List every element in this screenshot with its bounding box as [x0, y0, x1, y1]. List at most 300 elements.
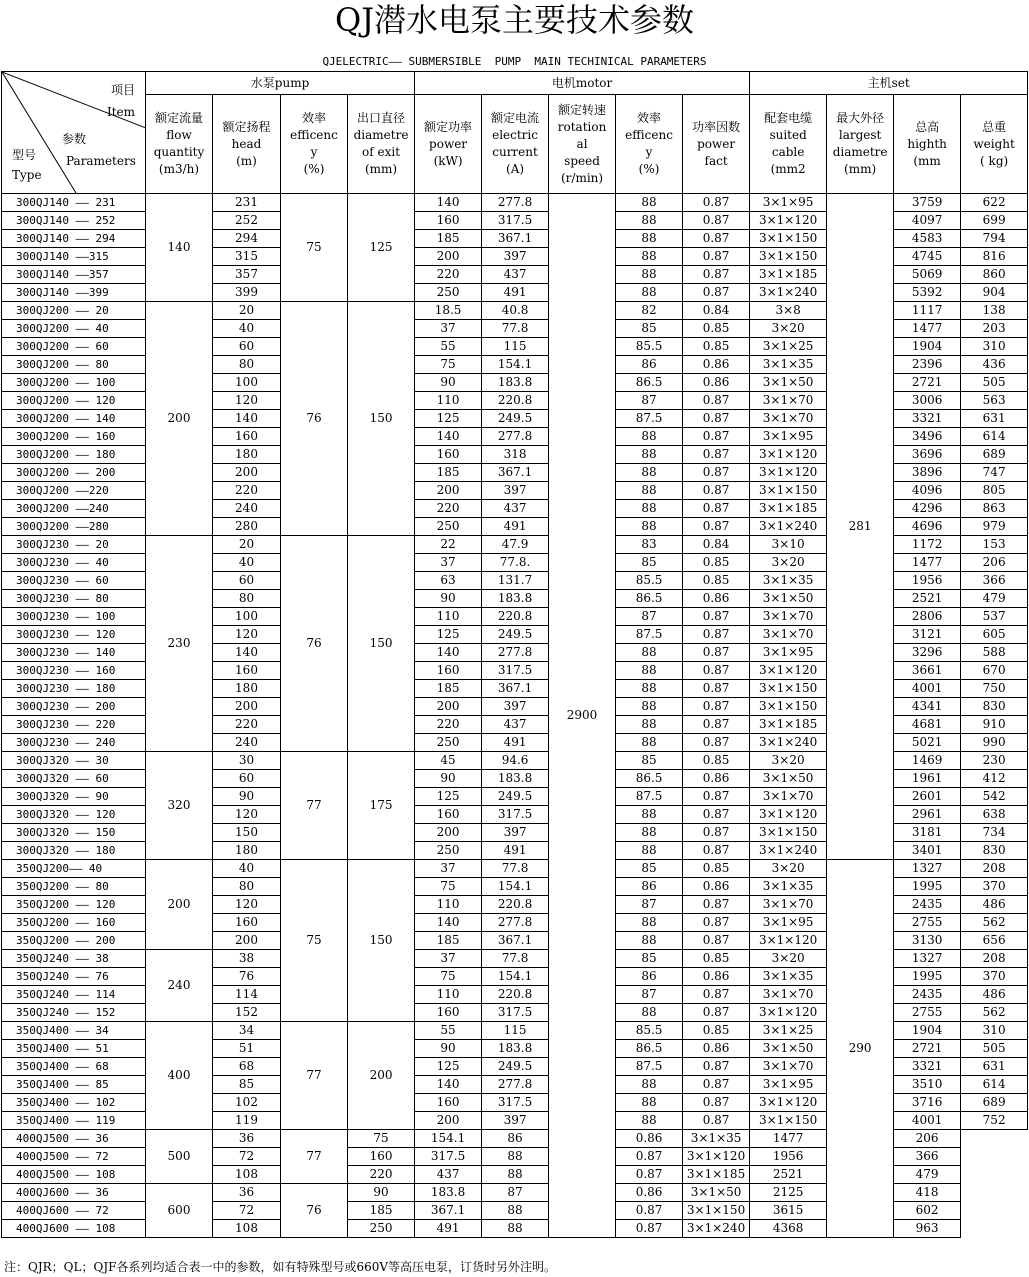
cell-power-factor: 0.87: [683, 680, 750, 698]
cell-weight: 689: [961, 446, 1028, 464]
cell-head: 180: [213, 446, 281, 464]
cell-motor-eff: 86.5: [616, 770, 683, 788]
cell-head: 72: [213, 1148, 281, 1166]
header-corner-cell: [2, 72, 146, 194]
cell-head: 120: [213, 806, 281, 824]
cell-current: 317.5: [482, 806, 549, 824]
cell-power: 75: [348, 1130, 415, 1148]
cell-motor-eff: 88: [616, 1094, 683, 1112]
cell-current: 491: [482, 734, 549, 752]
cell-motor-eff: 87: [616, 896, 683, 914]
cell-head: 40: [213, 320, 281, 338]
cell-height: 2721: [894, 1040, 961, 1058]
cell-model: 300QJ200 –– 100: [2, 374, 146, 392]
cell-power-factor: 0.85: [683, 1022, 750, 1040]
cell-height: 3401: [894, 842, 961, 860]
cell-power: 37: [415, 860, 482, 878]
cell-head: 120: [213, 896, 281, 914]
cell-weight: 230: [961, 752, 1028, 770]
cell-cable: 3×1×120: [750, 1094, 827, 1112]
cell-cable: 3×1×120: [750, 1004, 827, 1022]
cell-cable: 3×1×35: [750, 356, 827, 374]
cell-current: 249.5: [482, 1058, 549, 1076]
header-param-cn: 参数: [62, 132, 87, 146]
cell-model: 300QJ140 –– 252: [2, 212, 146, 230]
cell-power: 75: [415, 356, 482, 374]
cell-weight: 830: [961, 698, 1028, 716]
cell-motor-eff: 85: [616, 554, 683, 572]
header-col-speed: 额定转速 rotation al speed (r/min): [549, 95, 616, 194]
cell-model: 400QJ500 –– 72: [2, 1148, 146, 1166]
cell-model: 350QJ400 –– 51: [2, 1040, 146, 1058]
cell-current: 317.5: [482, 1094, 549, 1112]
cell-power-factor: 0.85: [683, 950, 750, 968]
cell-model: 350QJ200 –– 200: [2, 932, 146, 950]
cell-power: 75: [415, 968, 482, 986]
cell-head: 231: [213, 194, 281, 212]
cell-model: 300QJ140 –– 294: [2, 230, 146, 248]
cell-current: 249.5: [482, 626, 549, 644]
cell-weight: 752: [961, 1112, 1028, 1130]
cell-weight: 670: [961, 662, 1028, 680]
cell-power-factor: 0.87: [683, 1058, 750, 1076]
cell-current: 397: [482, 248, 549, 266]
cell-model: 400QJ600 –– 36: [2, 1184, 146, 1202]
cell-current: 277.8: [482, 644, 549, 662]
cell-weight: 486: [961, 986, 1028, 1004]
cell-power-factor: 0.87: [683, 1094, 750, 1112]
cell-motor-eff: 87: [482, 1184, 549, 1202]
cell-motor-eff: 88: [482, 1148, 549, 1166]
cell-power: 140: [415, 428, 482, 446]
cell-cable: 3×1×70: [750, 986, 827, 1004]
cell-current: 317.5: [415, 1148, 482, 1166]
cell-head: 20: [213, 302, 281, 320]
header-group-row: [2, 72, 1028, 95]
cell-weight: 153: [961, 536, 1028, 554]
cell-current: 249.5: [482, 410, 549, 428]
cell-power: 125: [415, 410, 482, 428]
cell-current: 437: [482, 716, 549, 734]
cell-weight: 537: [961, 608, 1028, 626]
cell-motor-eff: 88: [616, 698, 683, 716]
cell-weight: 505: [961, 1040, 1028, 1058]
cell-power: 140: [415, 644, 482, 662]
cell-cable: 3×1×150: [750, 1112, 827, 1130]
pump-parameters-table: [1, 71, 1028, 1238]
cell-height: 4681: [894, 716, 961, 734]
cell-head: 38: [213, 950, 281, 968]
cell-current: 77.8.: [482, 554, 549, 572]
cell-power-factor: 0.87: [683, 248, 750, 266]
cell-motor-eff: 87.5: [616, 410, 683, 428]
cell-motor-eff: 88: [616, 284, 683, 302]
cell-current: 367.1: [482, 932, 549, 950]
cell-height: 4583: [894, 230, 961, 248]
cell-motor-eff: 88: [616, 932, 683, 950]
cell-cable: 3×1×95: [750, 914, 827, 932]
cell-height: 4097: [894, 212, 961, 230]
cell-height: 2601: [894, 788, 961, 806]
cell-current: 220.8: [482, 392, 549, 410]
cell-current: 437: [415, 1166, 482, 1184]
cell-cable: 3×1×150: [750, 824, 827, 842]
cell-power: 125: [415, 788, 482, 806]
cell-power-factor: 0.87: [683, 914, 750, 932]
cell-head: 220: [213, 716, 281, 734]
cell-power: 90: [415, 590, 482, 608]
cell-motor-eff: 88: [482, 1220, 549, 1238]
cell-height: 3896: [894, 464, 961, 482]
cell-power: 250: [415, 518, 482, 536]
cell-current: 154.1: [482, 968, 549, 986]
cell-model: 300QJ320 –– 120: [2, 806, 146, 824]
header-param-en: Parameters: [66, 154, 136, 168]
cell-current: 183.8: [482, 770, 549, 788]
cell-power: 110: [415, 986, 482, 1004]
cell-model: 350QJ240 –– 152: [2, 1004, 146, 1022]
cell-height: 3496: [894, 428, 961, 446]
cell-current: 437: [482, 266, 549, 284]
cell-power-factor: 0.87: [683, 410, 750, 428]
cell-motor-eff: 88: [616, 482, 683, 500]
cell-power-factor: 0.86: [683, 1040, 750, 1058]
cell-motor-eff: 85: [616, 950, 683, 968]
cell-head: 76: [213, 968, 281, 986]
cell-model: 300QJ230 –– 180: [2, 680, 146, 698]
cell-motor-eff: 85.5: [616, 338, 683, 356]
cell-weight: 805: [961, 482, 1028, 500]
cell-model: 300QJ230 –– 160: [2, 662, 146, 680]
cell-weight: 631: [961, 1058, 1028, 1076]
cell-motor-eff: 85.5: [616, 572, 683, 590]
cell-cable: 3×1×70: [750, 1058, 827, 1076]
cell-current: 367.1: [482, 230, 549, 248]
cell-power: 37: [415, 950, 482, 968]
cell-power: 125: [415, 1058, 482, 1076]
cell-power-factor: 0.87: [683, 392, 750, 410]
cell-cable: 3×10: [750, 536, 827, 554]
cell-weight: 479: [961, 590, 1028, 608]
cell-power-factor: 0.87: [683, 1112, 750, 1130]
cell-weight: 699: [961, 212, 1028, 230]
cell-cable: 3×1×150: [683, 1202, 750, 1220]
cell-cable: 3×8: [750, 302, 827, 320]
cell-power: 220: [415, 266, 482, 284]
cell-height: 2435: [894, 986, 961, 1004]
cell-model: 400QJ500 –– 108: [2, 1166, 146, 1184]
cell-height: 1961: [894, 770, 961, 788]
cell-weight: 505: [961, 374, 1028, 392]
cell-weight: 734: [961, 824, 1028, 842]
cell-power: 200: [415, 1112, 482, 1130]
cell-power: 160: [415, 446, 482, 464]
cell-weight: 794: [961, 230, 1028, 248]
cell-motor-eff: 88: [616, 1076, 683, 1094]
cell-model: 350QJ400 –– 34: [2, 1022, 146, 1040]
cell-cable: 3×1×70: [750, 392, 827, 410]
table-row: [2, 860, 1028, 878]
cell-power-factor: 0.87: [683, 608, 750, 626]
cell-height: 4001: [894, 680, 961, 698]
cell-power-factor: 0.86: [683, 590, 750, 608]
cell-weight: 750: [961, 680, 1028, 698]
cell-motor-eff: 88: [616, 824, 683, 842]
cell-exit: 150: [348, 536, 415, 752]
cell-model: 300QJ320 –– 90: [2, 788, 146, 806]
cell-motor-eff: 88: [616, 518, 683, 536]
cell-motor-eff: 86: [616, 968, 683, 986]
cell-weight: 436: [961, 356, 1028, 374]
cell-power-factor: 0.87: [683, 1076, 750, 1094]
cell-motor-eff: 88: [616, 428, 683, 446]
cell-motor-eff: 85.5: [616, 1022, 683, 1040]
cell-cable: 3×1×35: [683, 1130, 750, 1148]
cell-pump-eff: 76: [281, 302, 348, 536]
cell-model: 350QJ200 –– 120: [2, 896, 146, 914]
cell-cable: 3×1×150: [750, 482, 827, 500]
cell-head: 60: [213, 572, 281, 590]
cell-cable: 3×1×185: [750, 500, 827, 518]
cell-height: 1995: [894, 878, 961, 896]
cell-weight: 562: [961, 1004, 1028, 1022]
cell-model: 300QJ320 –– 150: [2, 824, 146, 842]
cell-power-factor: 0.87: [683, 932, 750, 950]
cell-current: 115: [482, 338, 549, 356]
cell-head: 40: [213, 860, 281, 878]
cell-model: 300QJ230 –– 40: [2, 554, 146, 572]
cell-head: 240: [213, 500, 281, 518]
cell-height: 2755: [894, 1004, 961, 1022]
cell-power-factor: 0.87: [683, 446, 750, 464]
cell-head: 51: [213, 1040, 281, 1058]
cell-power-factor: 0.87: [683, 284, 750, 302]
cell-model: 300QJ230 –– 140: [2, 644, 146, 662]
cell-flow: 230: [146, 536, 213, 752]
cell-head: 240: [213, 734, 281, 752]
header-col-power: 额定功率 power (kW): [415, 95, 482, 194]
cell-current: 77.8: [482, 320, 549, 338]
cell-head: 200: [213, 932, 281, 950]
cell-exit: 175: [348, 752, 415, 860]
cell-cable: 3×1×70: [750, 410, 827, 428]
cell-power-factor: 0.85: [683, 572, 750, 590]
cell-cable: 3×20: [750, 554, 827, 572]
cell-cable: 3×1×95: [750, 194, 827, 212]
header-col-pf: 功率因数 power fact: [683, 95, 750, 194]
cell-current: 317.5: [482, 212, 549, 230]
cell-model: 300QJ200 ––240: [2, 500, 146, 518]
table-row: [2, 194, 1028, 212]
cell-height: 2521: [894, 590, 961, 608]
cell-pump-eff: 77: [281, 1130, 348, 1184]
cell-largest-diameter: 290: [827, 860, 894, 1238]
cell-motor-eff: 87: [616, 986, 683, 1004]
cell-head: 60: [213, 338, 281, 356]
cell-cable: 3×1×120: [750, 806, 827, 824]
cell-motor-eff: 83: [616, 536, 683, 554]
cell-power: 160: [415, 1094, 482, 1112]
cell-weight: 366: [961, 572, 1028, 590]
cell-speed: 2900: [549, 194, 616, 1238]
cell-flow: 140: [146, 194, 213, 302]
cell-motor-eff: 86.5: [616, 374, 683, 392]
cell-power-factor: 0.87: [683, 1004, 750, 1022]
cell-motor-eff: 88: [616, 446, 683, 464]
cell-power: 220: [415, 716, 482, 734]
cell-model: 300QJ320 –– 180: [2, 842, 146, 860]
cell-power-factor: 0.87: [683, 626, 750, 644]
cell-current: 397: [482, 482, 549, 500]
cell-power: 185: [415, 230, 482, 248]
header-col-head: 额定扬程 head (m): [213, 95, 281, 194]
cell-cable: 3×1×120: [750, 662, 827, 680]
cell-motor-eff: 86: [616, 356, 683, 374]
cell-head: 160: [213, 428, 281, 446]
cell-current: 491: [482, 518, 549, 536]
cell-pump-eff: 76: [281, 1184, 348, 1238]
cell-cable: 3×1×70: [750, 626, 827, 644]
cell-model: 300QJ200 –– 140: [2, 410, 146, 428]
cell-height: 2396: [894, 356, 961, 374]
cell-head: 80: [213, 356, 281, 374]
page-title: QJ潜水电泵主要技术参数: [334, 1, 695, 39]
cell-motor-eff: 85: [616, 320, 683, 338]
cell-power: 250: [415, 842, 482, 860]
cell-pump-eff: 76: [281, 536, 348, 752]
cell-cable: 3×1×240: [683, 1220, 750, 1238]
cell-motor-eff: 82: [616, 302, 683, 320]
cell-current: 220.8: [482, 608, 549, 626]
cell-model: 300QJ230 –– 60: [2, 572, 146, 590]
cell-head: 60: [213, 770, 281, 788]
cell-height: 4296: [894, 500, 961, 518]
cell-height: 1956: [894, 572, 961, 590]
cell-weight: 638: [961, 806, 1028, 824]
cell-power-factor: 0.85: [683, 752, 750, 770]
cell-power-factor: 0.86: [683, 770, 750, 788]
cell-current: 115: [482, 1022, 549, 1040]
cell-power-factor: 0.87: [683, 464, 750, 482]
cell-model: 300QJ230 –– 80: [2, 590, 146, 608]
cell-power-factor: 0.87: [683, 662, 750, 680]
cell-cable: 3×20: [750, 320, 827, 338]
cell-power-factor: 0.86: [683, 968, 750, 986]
cell-motor-eff: 88: [616, 248, 683, 266]
cell-current: 220.8: [482, 896, 549, 914]
cell-height: 1995: [894, 968, 961, 986]
cell-power: 55: [415, 338, 482, 356]
cell-motor-eff: 88: [616, 1112, 683, 1130]
cell-current: 491: [482, 842, 549, 860]
cell-motor-eff: 88: [482, 1166, 549, 1184]
cell-height: 2961: [894, 806, 961, 824]
cell-power: 140: [415, 1076, 482, 1094]
cell-motor-eff: 88: [616, 266, 683, 284]
cell-power-factor: 0.87: [683, 500, 750, 518]
cell-current: 183.8: [482, 590, 549, 608]
cell-head: 90: [213, 788, 281, 806]
cell-weight: 542: [961, 788, 1028, 806]
cell-head: 152: [213, 1004, 281, 1022]
header-group-motor: 电机motor: [415, 72, 750, 95]
cell-model: 350QJ240 –– 38: [2, 950, 146, 968]
cell-power: 110: [415, 608, 482, 626]
cell-weight: 816: [961, 248, 1028, 266]
cell-power: 185: [348, 1202, 415, 1220]
cell-weight: 562: [961, 914, 1028, 932]
cell-height: 3296: [894, 644, 961, 662]
cell-model: 300QJ140 ––315: [2, 248, 146, 266]
cell-head: 36: [213, 1184, 281, 1202]
cell-current: 154.1: [415, 1130, 482, 1148]
cell-weight: 990: [961, 734, 1028, 752]
cell-height: 1469: [894, 752, 961, 770]
cell-current: 367.1: [482, 680, 549, 698]
cell-exit: 150: [348, 302, 415, 536]
cell-power: 22: [415, 536, 482, 554]
cell-power: 90: [415, 374, 482, 392]
cell-height: 4745: [894, 248, 961, 266]
cell-model: 300QJ320 –– 30: [2, 752, 146, 770]
cell-cable: 3×1×185: [750, 716, 827, 734]
cell-power: 160: [348, 1148, 415, 1166]
cell-height: 2521: [750, 1166, 827, 1184]
cell-height: 2755: [894, 914, 961, 932]
cell-head: 200: [213, 464, 281, 482]
cell-current: 154.1: [482, 356, 549, 374]
cell-height: 3716: [894, 1094, 961, 1112]
cell-head: 399: [213, 284, 281, 302]
cell-power: 140: [415, 914, 482, 932]
cell-motor-eff: 88: [482, 1202, 549, 1220]
cell-power: 140: [415, 194, 482, 212]
cell-flow: 500: [146, 1130, 213, 1184]
cell-current: 397: [482, 698, 549, 716]
cell-power: 200: [415, 248, 482, 266]
header-item-cn: 项目: [110, 83, 135, 97]
cell-model: 350QJ400 –– 119: [2, 1112, 146, 1130]
cell-motor-eff: 87: [616, 608, 683, 626]
cell-head: 30: [213, 752, 281, 770]
cell-power-factor: 0.85: [683, 860, 750, 878]
cell-power: 160: [415, 662, 482, 680]
header-col-pump-eff: 效率 efficenc y (%): [281, 95, 348, 194]
cell-model: 300QJ200 –– 200: [2, 464, 146, 482]
cell-current: 183.8: [482, 1040, 549, 1058]
header-col-current: 额定电流 electric current (A): [482, 95, 549, 194]
cell-weight: 614: [961, 1076, 1028, 1094]
cell-current: 437: [482, 500, 549, 518]
cell-weight: 206: [961, 554, 1028, 572]
cell-current: 183.8: [415, 1184, 482, 1202]
cell-cable: 3×1×120: [683, 1148, 750, 1166]
cell-power-factor: 0.87: [683, 644, 750, 662]
header-col-motor-eff: 效率 efficenc y (%): [616, 95, 683, 194]
cell-cable: 3×1×240: [750, 734, 827, 752]
cell-power: 185: [415, 932, 482, 950]
cell-weight: 614: [961, 428, 1028, 446]
cell-power-factor: 0.86: [683, 356, 750, 374]
cell-cable: 3×1×25: [750, 1022, 827, 1040]
cell-power: 200: [415, 698, 482, 716]
cell-model: 300QJ200 –– 80: [2, 356, 146, 374]
cell-power: 90: [348, 1184, 415, 1202]
cell-power: 185: [415, 680, 482, 698]
cell-cable: 3×1×120: [750, 212, 827, 230]
cell-current: 277.8: [482, 428, 549, 446]
cell-cable: 3×1×50: [750, 1040, 827, 1058]
